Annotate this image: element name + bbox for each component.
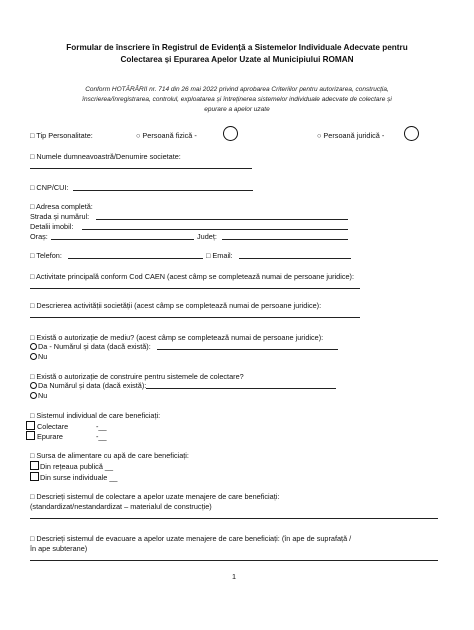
retea-checkbox[interactable] (30, 461, 39, 470)
descriere-label: □ Descrierea activității societății (acest câmp se completează numai de persoane juridice): (30, 301, 322, 310)
descriere-colectare-line-1: □ Descrieți sistemul de colectare a apelor uzate menajere de care beneficiați: (30, 492, 280, 501)
judet-label: Județ: (197, 232, 217, 241)
mediu-da-radio[interactable] (30, 343, 37, 350)
strada-field[interactable] (96, 219, 348, 220)
descriere-evacuare-line-1: □ Descrieți sistemul de evacuare a apelor uzate menajere de care beneficiați: (în ape de suprafață / (30, 534, 352, 543)
surse-label: Din surse individuale __ (40, 473, 118, 482)
telefon-field[interactable] (68, 258, 203, 259)
adresa-label: □ Adresa completă: (30, 202, 93, 211)
email-label: □ Email: (206, 251, 233, 260)
descriere-evacuare-field[interactable] (30, 560, 438, 561)
persoana-fizica-option[interactable]: ○ Persoană fizică - (136, 131, 197, 140)
autorizatie-construire-label: □ Există o autorizație de construire pentru sistemele de colectare? (30, 372, 244, 381)
epurare-checkbox[interactable] (26, 431, 35, 440)
intro-line-3: epurare a apelor uzate (204, 106, 270, 113)
construire-nu-radio[interactable] (30, 392, 37, 399)
construire-nu-label: Nu (38, 391, 48, 400)
construire-da-label: Da Numărul și data (dacă există): (38, 381, 147, 390)
construire-numar-field[interactable] (146, 388, 336, 389)
title-line-1: Formular de înscriere în Registrul de Evidență a Sistemelor Individuale Adecvate pentru (66, 43, 408, 52)
mediu-nu-radio[interactable] (30, 353, 37, 360)
form-title (40, 42, 434, 66)
intro-line-1: Conform HOTĂRÂRII nr. 714 din 26 mai 2022 privind aprobarea Criteriilor pentru autorizarea, construcția, (85, 86, 389, 93)
strada-label: Strada și numărul: (30, 212, 90, 221)
email-field[interactable] (239, 258, 351, 259)
cnp-field[interactable] (73, 190, 253, 191)
nume-field[interactable] (30, 168, 252, 169)
cnp-label: □ CNP/CUI: (30, 183, 69, 192)
surse-checkbox[interactable] (30, 472, 39, 481)
epurare-label: Epurare (37, 432, 63, 441)
detalii-field[interactable] (82, 229, 348, 230)
sursa-label: □ Sursa de alimentare cu apă de care beneficiați: (30, 451, 189, 460)
autorizatie-mediu-label: □ Există o autorizație de mediu? (acest câmp se completează numai de persoane juridice): (30, 333, 324, 342)
descriere-colectare-line-2: (standardizat/nestandardizat – materialul de construcție) (30, 502, 212, 511)
descriere-field[interactable] (30, 317, 360, 318)
detalii-label: Detalii imobil: (30, 222, 74, 231)
epurare-answer[interactable]: -__ (96, 432, 107, 441)
caen-label: □ Activitate principală conform Cod CAEN (acest câmp se completează numai de persoane juridice): (30, 272, 354, 281)
construire-da-radio[interactable] (30, 382, 37, 389)
legal-reference (52, 85, 422, 115)
retea-label: Din rețeaua publică __ (40, 462, 114, 471)
title-line-2: Colectarea și Epurarea Apelor Uzate al Municipiului ROMAN (120, 55, 354, 64)
oras-field[interactable] (51, 239, 194, 240)
tip-personalitate-label: □ Tip Personalitate: (30, 131, 93, 140)
mediu-nu-label: Nu (38, 352, 48, 361)
caen-field[interactable] (30, 288, 360, 289)
persoana-juridica-option[interactable]: ○ Persoană juridică - (317, 131, 385, 140)
page-number: 1 (232, 572, 237, 581)
mediu-numar-field[interactable] (157, 349, 338, 350)
telefon-label: □ Telefon: (30, 251, 62, 260)
persoana-juridica-checkbox[interactable] (404, 126, 419, 141)
colectare-answer[interactable]: -__ (96, 422, 107, 431)
oras-label: Oraș: (30, 232, 48, 241)
descriere-colectare-field[interactable] (30, 518, 438, 519)
colectare-checkbox[interactable] (26, 421, 35, 430)
sistem-label: □ Sistemul individual de care beneficiați: (30, 411, 161, 420)
descriere-evacuare-line-2: în ape subterane) (30, 544, 88, 553)
judet-field[interactable] (222, 239, 348, 240)
colectare-label: Colectare (37, 422, 69, 431)
nume-label: □ Numele dumneavoastră/Denumire societate: (30, 152, 181, 161)
mediu-da-label: Da - Numărul și data (dacă există): (38, 342, 151, 351)
persoana-fizica-checkbox[interactable] (223, 126, 238, 141)
intro-line-2: înscrierea/înregistrarea, controlul, exploatarea și întreținerea sistemelor individuale adecvate de colectare și (82, 96, 392, 103)
